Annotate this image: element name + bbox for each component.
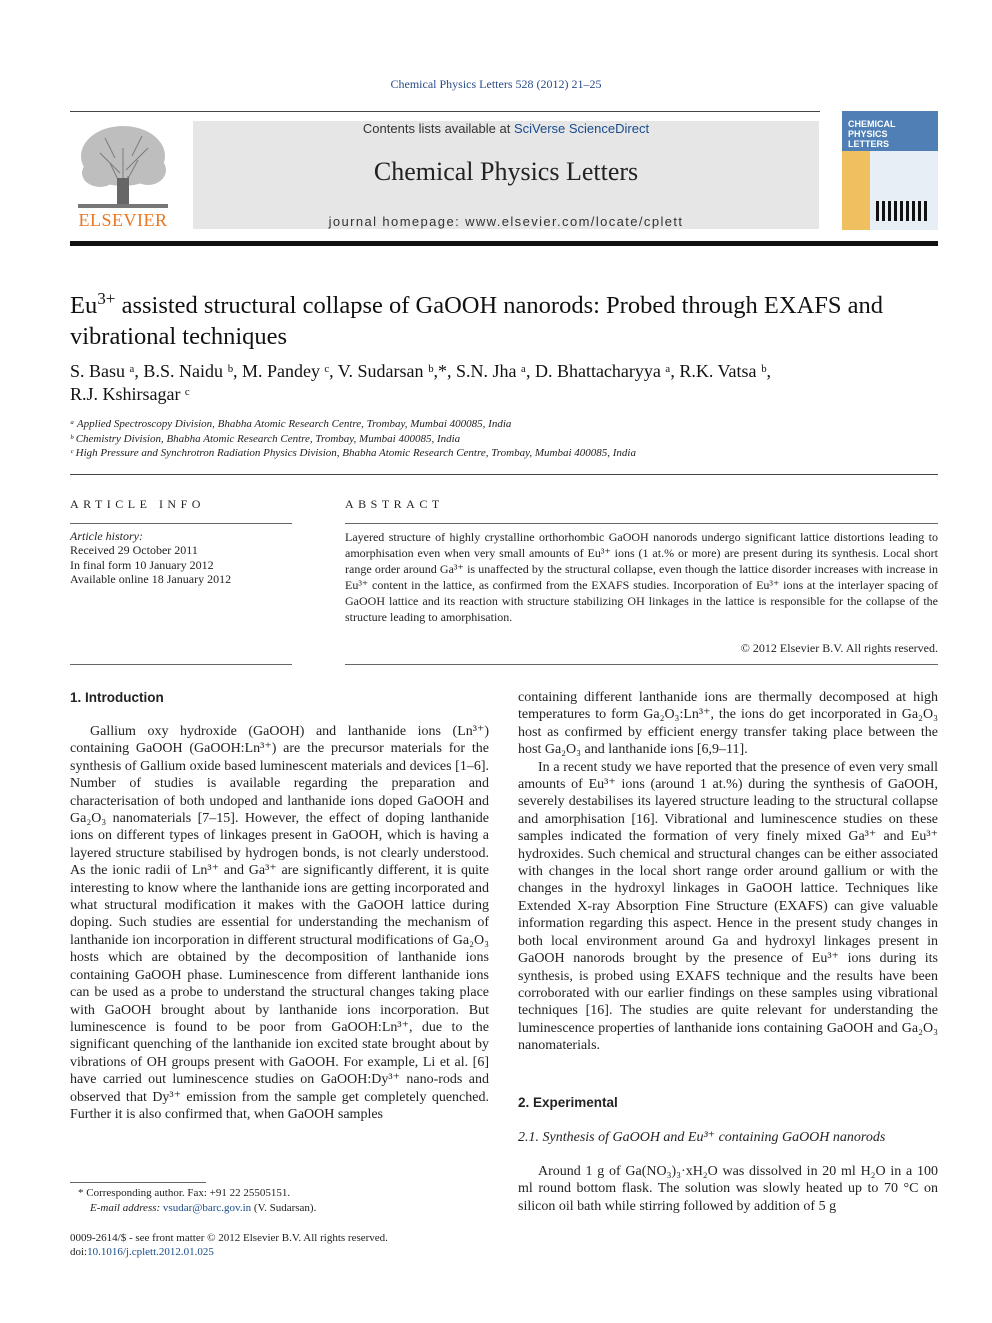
article-info-heading: ARTICLE INFO [70, 497, 205, 511]
article-history [70, 529, 300, 586]
authors-line-1: S. Basu ᵃ, B.S. Naidu ᵇ, M. Pandey ᶜ, V. Sudarsan ᵇ,*, S.N. Jha ᵃ, D. Bhattacharyya ᵃ, R.K. Vatsa ᵇ, [70, 361, 772, 381]
section-divider [70, 474, 938, 475]
journal-reference[interactable]: Chemical Physics Letters 528 (2012) 21–25 [390, 77, 602, 91]
journal-cover-image [842, 111, 938, 230]
publication-info [70, 1231, 490, 1259]
experimental-heading: 2. Experimental [518, 1095, 618, 1110]
abstract-copyright: © 2012 Elsevier B.V. All rights reserved. [740, 641, 938, 655]
corresponding-author: * Corresponding author. Fax: +91 22 25505151. [78, 1187, 291, 1199]
cover-bars-graphic [874, 197, 934, 223]
contents-prefix: Contents lists available at [362, 121, 514, 136]
email-link[interactable]: vsudar@barc.gov.in [162, 1201, 252, 1214]
cover-title: CHEMICAL PHYSICS LETTERS [848, 119, 896, 149]
journal-name: Chemical Physics Letters [373, 157, 639, 186]
introduction-heading: 1. Introduction [70, 690, 164, 705]
email-suffix: (V. Sudarsan). [251, 1201, 317, 1214]
article-info-rule [70, 523, 292, 524]
title-main: assisted structural collapse of GaOOH nanorods: Probed through EXAFS and vibrational techniques [70, 292, 884, 350]
title-superscript: 3+ [97, 288, 116, 308]
abstract-text: Layered structure of highly crystalline orthorhombic GaOOH nanorods undergo significant lattice distortions leading to amorphisation even when very small amounts of Eu³⁺ ions (1 at.% or more) are present during its synthesis. Local short range order around Ga³⁺ is unaffected by the structural collapse, even though the lattice disorder increases with increase in Eu³⁺ content in the lattice, as confirmed from the EXAFS studies. Incorporation of Eu³⁺ ions at the interlayer spacing of GaOOH lattice and its reaction with structure stabilizing OH linkages in the lattice is responsible for the collapse of the structure leading to amorphisation. [345, 530, 938, 624]
affiliation-c: ᶜ High Pressure and Synchrotron Radiation Physics Division, Bhabha Atomic Research Centre, Trombay, Mumbai 400085, India [70, 447, 636, 459]
journal-homepage[interactable]: journal homepage: www.elsevier.com/locate/cplett [328, 214, 684, 229]
experimental-body [518, 1163, 938, 1215]
article-title [70, 290, 930, 352]
synthesis-paragraph: Around 1 g of Ga(NO₃)₃·xH₂O was dissolved in 20 ml H₂O in a 100 ml round bottom flask. The solution was slowly heated up to 70 °C on silicon oil bath while stirring followed by addition of 5 g [518, 1164, 938, 1214]
email-label: E-mail address: [90, 1201, 163, 1214]
issn-line: 0009-2614/$ - see front matter © 2012 Elsevier B.V. All rights reserved. [70, 1232, 388, 1244]
abstract-bottom-rule [345, 664, 938, 665]
affiliation-a: ᵃ Applied Spectroscopy Division, Bhabha Atomic Research Centre, Trombay, Mumbai 400085, India [70, 418, 512, 430]
abstract-heading: ABSTRACT [345, 497, 444, 511]
doi-link[interactable]: 10.1016/j.cplett.2012.01.025 [87, 1246, 214, 1258]
header-divider [70, 111, 820, 112]
right-column-body [518, 689, 938, 1055]
title-prefix: Eu [70, 292, 98, 319]
contents-line [193, 121, 819, 136]
author-list [70, 360, 930, 406]
affiliations [70, 417, 930, 461]
doi-label: doi: [70, 1246, 88, 1258]
cover-stripe [842, 151, 870, 230]
intro-paragraph-2: In a recent study we have reported that the presence of even very small amounts of Eu³⁺ ions (around 1 at.%) during the synthesis of GaOOH, severely destabilises its layered structure leading to the structural collapse and amorphisation [16]. Vibrational and luminescence studies on these samples indicated the formation of very finely mixed Ga³⁺ and Eu³⁺ hydroxides. Such chemical and structural changes can be either associated with changes in the local short range order around gallium or with the changes in the hydroxyl linkages in GaOOH lattice. Techniques like Extended X-ray Absorption Fine Structure (EXAFS) can give valuable information regarding this aspect. Hence in the present study changes in both local environment around Ga and hydroxyl linkages present in GaOOH nanorods brought by the presence of Eu³⁺ ions during its synthesis, is probed using EXAFS technique and the results have been corroborated with our earlier findings on these samples using vibrational techniques [16]. The studies are quite relevant for understanding the luminescence properties of lanthanide ions containing GaOOH and Ga₂O₃ nanomaterials. [518, 759, 938, 1054]
elsevier-wordmark: ELSEVIER [78, 210, 168, 230]
intro-paragraph-1-continued: containing different lanthanide ions are thermally decomposed at high temperatures to form Ga₂O₃:Ln³⁺, the ions do get incorporated in Ga₂O₃ host as confirmed by efficient energy transfer taking place between the host Ga₂O₃ and lanthanide ions [6,9–11]. [518, 690, 938, 758]
sciencedirect-link[interactable]: SciVerse ScienceDirect [513, 121, 650, 136]
intro-paragraph-1: Gallium oxy hydroxide (GaOOH) and lanthanide ions (Ln³⁺) containing GaOOH (GaOOH:Ln³⁺) are the precursor materials for the synthesis of Gallium oxide based luminescent materials and devices [1–6]. Number of studies is available regarding the preparation and characterisation of both undoped and lanthanide ions doped GaOOH and Ga₂O₃ nanomaterials [7–15]. However, the effect of doping lanthanide ions on different types of linkages present in GaOOH, which is having a layered structure stabilised by hydrogen bonds, is not clearly understood. As the ionic radii of Ln³⁺ and Ga³⁺ are significantly different, it is quite interesting to know where the lanthanide ions are getting incorporated and what structural modification it makes with the GaOOH lattice during doping. Such studies are essential for understanding the mechanism of lanthanide ion incorporation in different structural modifications of Ga₂O₃ hosts which are obtained by the decomposition of lanthanide ions containing GaOOH phase. Luminescence from different lanthanide ions can be used as a probe to understand the structural changes taking place with GaOOH brought about by lanthanide ions incorporation. But luminescence is found to be poor from GaOOH:Ln³⁺, due to the significant quenching of the lanthanide ion excited state brought about by vibrations of OH groups present with GaOOH. For example, Li et al. [6] have carried out luminescence studies on GaOOH:Dy³⁺ nano-rods and observed that Dy³⁺ emission from the sample get completely quenched. Further it is also confirmed that, when GaOOH samples [70, 724, 489, 1122]
authors-line-2: R.J. Kshirsagar ᶜ [70, 384, 190, 404]
online-date: Available online 18 January 2012 [70, 571, 232, 586]
synthesis-subheading: 2.1. Synthesis of GaOOH and Eu³⁺ containing GaOOH nanorods [518, 1130, 886, 1145]
history-label: Article history: [70, 529, 143, 543]
left-column-body [70, 723, 489, 1123]
article-info-bottom-rule [70, 664, 292, 665]
abstract-rule [345, 523, 938, 524]
footnote-rule [70, 1182, 206, 1183]
final-form-date: In final form 10 January 2012 [70, 557, 214, 572]
header-thick-rule [70, 241, 938, 246]
received-date: Received 29 October 2011 [70, 543, 198, 558]
affiliation-b: ᵇ Chemistry Division, Bhabha Atomic Research Centre, Trombay, Mumbai 400085, India [70, 432, 461, 445]
corresponding-author-footnote [70, 1186, 490, 1215]
